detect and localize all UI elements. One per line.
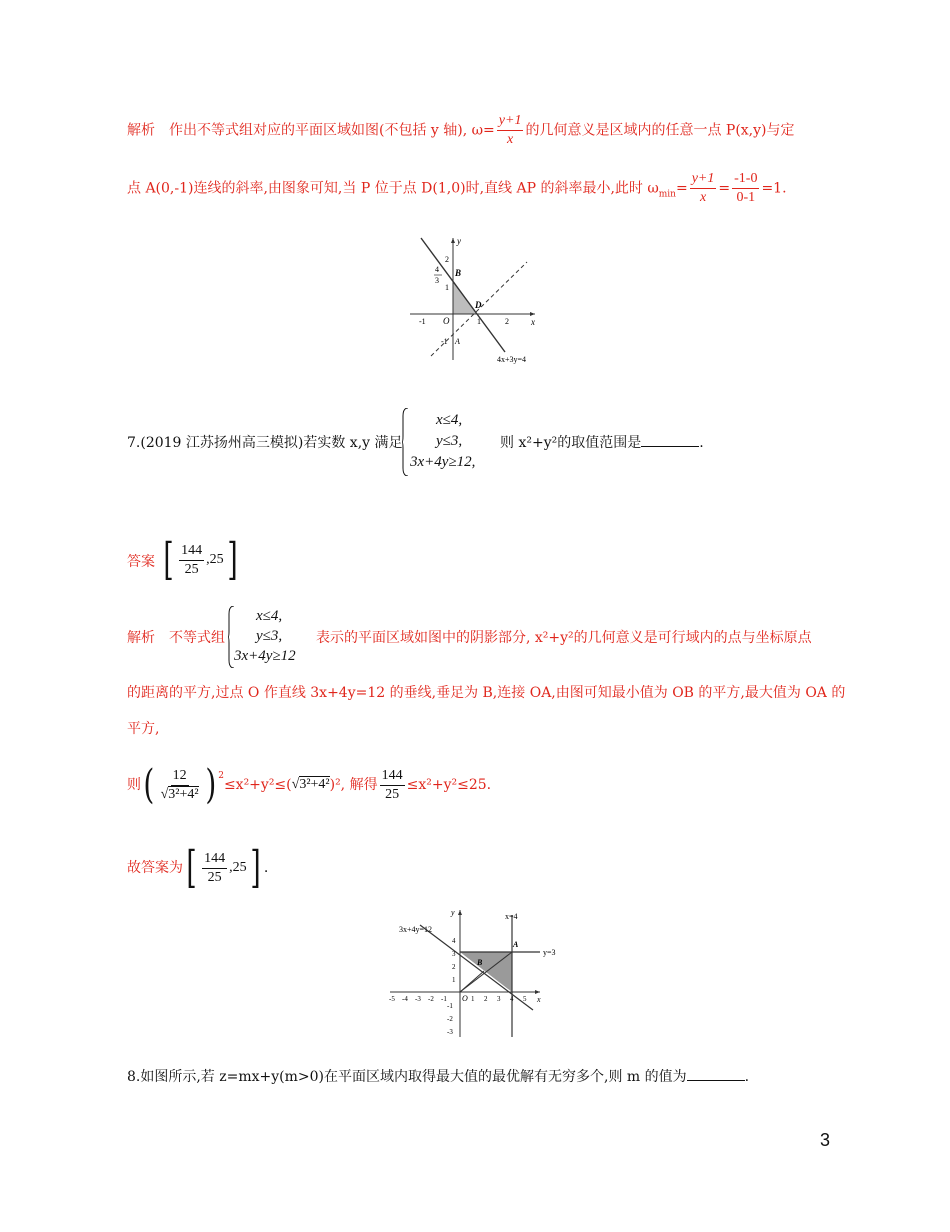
y-tick-label: -2 bbox=[447, 1015, 453, 1023]
fraction: $\frac{-1-0}{0-1}$ bbox=[734, 171, 758, 205]
solution2-line-2: 的距离的平方,过点 O 作直线 3x+4y=12 的垂线,垂足为 B,连接 OA,由图可知最小值为 OB 的平方,最大值为 OA 的 bbox=[127, 685, 846, 701]
x-tick-label: -1 bbox=[441, 995, 447, 1003]
figure-1-graph bbox=[405, 232, 545, 367]
svg-text:O: O bbox=[443, 316, 450, 326]
formula-line: 则 ( $\frac{12}{\text{√3²+4²}}$ ) $^2$ ≤x²+y²≤( √3²+4² )², 解得 $\frac{144}{25}$ ≤x²+y²≤25. bbox=[127, 762, 492, 808]
page-number: 3 bbox=[819, 1130, 830, 1150]
inequality-system-s2: x≤4, y≤3, 3x+4y≥12 bbox=[228, 606, 328, 668]
x-tick-label: -4 bbox=[402, 995, 408, 1003]
solution-line-2: 点 A(0,-1)连线的斜率,由图象可知,当 P 位于点 D(1,0)时,直线 AP 的斜率最小,此时 $\omega_{min}=$ $\frac{y+1}{x}$ = $\frac{-1-0}{0-1}$ =1. bbox=[127, 171, 787, 205]
svg-text:2: 2 bbox=[505, 317, 509, 326]
x-tick-label: -5 bbox=[389, 995, 395, 1003]
svg-text:x=4: x=4 bbox=[505, 912, 518, 921]
svg-text:B: B bbox=[477, 958, 483, 967]
x-tick-label: 5 bbox=[523, 995, 527, 1003]
fraction: $\frac{y+1}{x}$ bbox=[498, 113, 522, 147]
answer-value: [ $\frac{144}{25}$ ,25 ] bbox=[163, 534, 238, 585]
svg-text:3: 3 bbox=[435, 276, 439, 285]
inequality-system-q7: x≤4, y≤3, 3x+4y≥12, bbox=[402, 408, 512, 476]
svg-text:D: D bbox=[475, 300, 482, 310]
answer-blank bbox=[641, 446, 699, 447]
figure-2-graph bbox=[385, 905, 565, 1040]
svg-text:-1: -1 bbox=[419, 317, 426, 326]
svg-text:x: x bbox=[531, 317, 535, 327]
x-tick-label: 1 bbox=[471, 995, 475, 1003]
y-tick-label: 1 bbox=[452, 976, 456, 984]
svg-text:1: 1 bbox=[445, 283, 449, 292]
final-answer: 故答案为 [ $\frac{144}{25}$ ,25 ] . bbox=[127, 842, 269, 893]
x-tick-label: -3 bbox=[415, 995, 421, 1003]
question-7: 7.(2019 江苏扬州高三模拟)若实数 x,y 满足 bbox=[127, 435, 403, 451]
y-tick-label: 3 bbox=[452, 950, 456, 958]
y-tick-label: 4 bbox=[452, 937, 456, 945]
x-tick-label: -2 bbox=[428, 995, 434, 1003]
y-tick-label: -1 bbox=[447, 1002, 453, 1010]
svg-text:1: 1 bbox=[477, 317, 481, 326]
svg-text:A: A bbox=[513, 940, 519, 949]
solution2-line-3: 平方, bbox=[127, 721, 160, 737]
answer-line: 答案 bbox=[127, 554, 155, 570]
svg-text:y: y bbox=[451, 908, 455, 917]
svg-text:x: x bbox=[537, 995, 541, 1004]
x-tick-label: 4 bbox=[510, 995, 514, 1003]
brace-icon bbox=[402, 408, 408, 476]
solution-line-1: 解析 作出不等式组对应的平面区域如图(不包括 y 轴), ω= $\frac{y+1}{x}$ 的几何意义是区域内的任意一点 P(x,y)与定 bbox=[127, 113, 795, 147]
answer-blank bbox=[687, 1080, 745, 1081]
svg-text:-1: -1 bbox=[441, 337, 448, 346]
line-3x-4y-12 bbox=[420, 925, 533, 1010]
y-tick-label: -3 bbox=[447, 1028, 453, 1036]
svg-text:B: B bbox=[455, 268, 462, 278]
y-tick-label: 2 bbox=[452, 963, 456, 971]
svg-text:3x+4y=12: 3x+4y=12 bbox=[399, 925, 433, 934]
solution2-line-1: 解析 不等式组 bbox=[127, 630, 225, 646]
x-tick-label: 3 bbox=[497, 995, 501, 1003]
svg-text:2: 2 bbox=[445, 255, 449, 264]
svg-text:y=3: y=3 bbox=[543, 948, 556, 957]
svg-text:O: O bbox=[462, 994, 468, 1003]
svg-text:4: 4 bbox=[435, 265, 439, 274]
question-7-tail: 则 x²+y²的取值范围是 . bbox=[500, 435, 704, 451]
solution2-line-1-tail: 表示的平面区域如图中的阴影部分, x²+y²的几何意义是可行域内的点与坐标原点 bbox=[316, 630, 812, 646]
svg-text:y: y bbox=[457, 236, 461, 246]
svg-text:A: A bbox=[455, 337, 460, 346]
x-tick-label: 2 bbox=[484, 995, 488, 1003]
svg-text:4x+3y=4: 4x+3y=4 bbox=[497, 355, 527, 364]
line-4x-3y-4 bbox=[421, 238, 505, 352]
question-8: 8.如图所示,若 z=mx+y(m>0)在平面区域内取得最大值的最优解有无穷多个,则 m 的值为 . bbox=[127, 1069, 750, 1085]
fraction: $\frac{y+1}{x}$ bbox=[691, 171, 715, 205]
